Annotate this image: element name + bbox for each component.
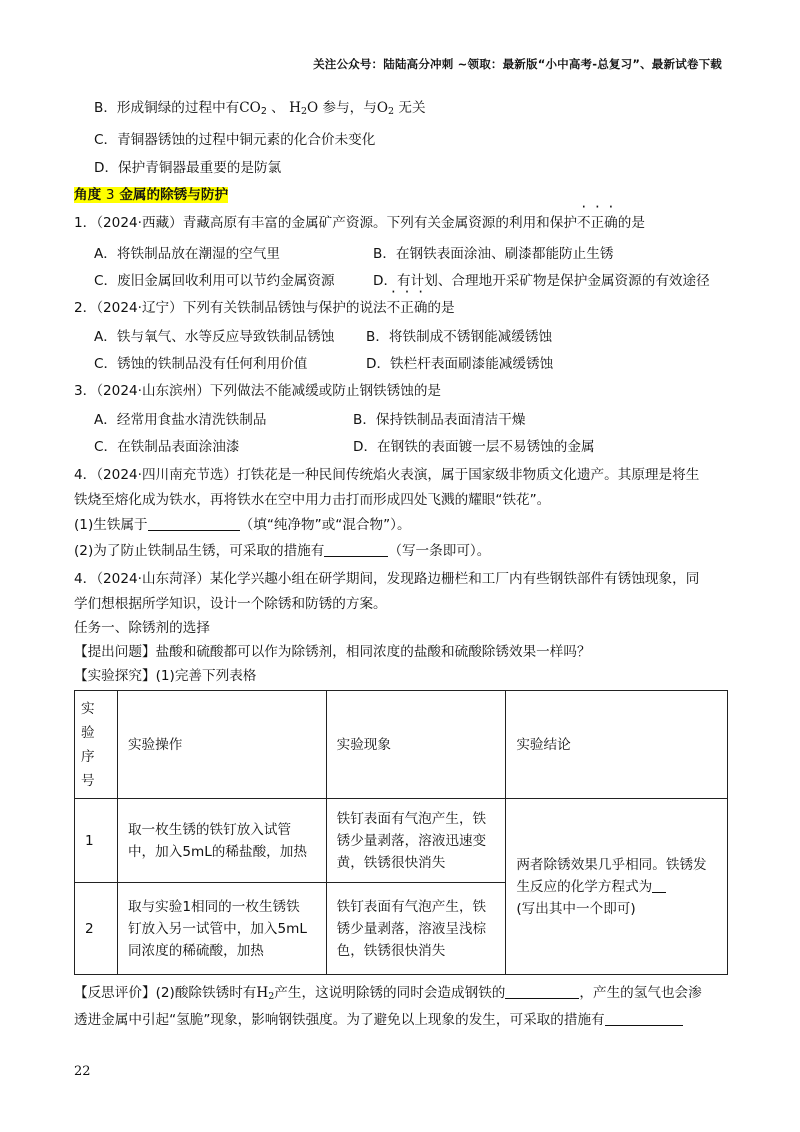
row-operation [117,883,326,975]
explore-tag: 【实验探究】 [74,668,156,684]
row-no: 1 [75,799,118,883]
header-operation: 实验操作 [117,691,326,799]
cell-line: 锈少量剥落，溶液迅速变 [336,832,487,849]
header-conclusion: 实验结论 [506,691,728,799]
q4b-explore [74,666,256,686]
section-num: 3 [105,187,115,203]
prev-option-d: D．保护青铜器最重要的是防氯 [94,160,282,176]
page-header: 关注公众号：陆陆高分冲刺 ~领取：最新版“小中高考-总复习”、最新试卷下载 [313,57,722,71]
answer-blank[interactable] [652,878,666,893]
q4b-reflection-line1 [74,983,702,1007]
cell-line: 中，加入5mL的稀盐酸，加热 [127,843,307,860]
reflection-text: 产生，这说明除锈的同时会造成钢铁的 [274,985,506,1001]
q1-option-d: D．有计划、合理地开采矿物是保护金属资源的有效途径 [373,273,710,289]
co2-sub: 2 [260,106,267,117]
cell-line: (写出其中一个即可) [516,900,636,917]
co2-formula [239,100,267,116]
q4a-part2-text: (2)为了防止铁制品生锈，可采取的措施有 [74,543,325,559]
cell-line: 两者除锈效果几乎相同。铁锈发 [516,856,707,873]
page-number: 22 [74,1064,91,1079]
q1-option-b: B．在钢铁表面涂油、刷漆都能防止生锈 [373,246,614,262]
q4a-part2 [74,541,490,561]
section-heading [74,185,228,205]
header-experiment-no [75,691,118,799]
question-text: 盐酸和硫酸都可以作为除锈剂，相同浓度的盐酸和硫酸除锈效果一样吗？ [155,644,591,660]
q3-option-c: C．在铁制品表面涂油漆 [94,439,240,455]
q2-stem-tail: 的是 [427,300,455,316]
section-heading-label [74,187,228,203]
cell-line: 锈少量剥落，溶液呈浅棕 [336,920,487,937]
prev-option-b-end: 无关 [394,100,426,116]
q4a-line2: 铁烧至熔化成为铁水，再将铁水在空中用力击打而形成四处飞溅的耀眼“铁花”。 [74,492,551,508]
cell-line: 钉放入另一试管中，加入5mL [127,920,307,937]
q2-option-b: B．将铁制成不锈钢能减缓锈蚀 [366,329,553,345]
q4b-reflection-line2 [74,1010,683,1030]
q3-option-b: B．保持铁制品表面清洁干燥 [353,412,526,428]
header-char: 序 [81,748,95,765]
answer-blank[interactable] [324,542,388,557]
o2-sub: 2 [388,106,395,117]
header-char: 实 [81,700,95,717]
reflection-tag: 【反思评价】 [74,985,156,1001]
cell-line: 同浓度的稀硫酸，加热 [127,942,264,959]
q1-stem-tail: 的是 [617,215,645,231]
table-header-row [75,691,728,799]
q1-option-c: C．废旧金属回收利用可以节约金属资源 [94,273,335,289]
question-tag: 【提出问题】 [74,644,156,660]
h2o-sub: 2 [300,106,308,117]
emph-char: 不 [576,215,591,231]
row-no: 2 [75,883,118,975]
h2o-h: H [289,100,301,116]
q3-option-d: D．在钢铁的表面镀一层不易锈蚀的金属 [353,439,595,455]
row-conclusion [506,799,728,975]
q4a-part1-hint: （填“纯净物”或“混合物”）。 [239,517,411,533]
answer-blank[interactable] [505,984,579,999]
q4b-task: 任务一、除锈剂的选择 [74,620,210,636]
cell-line: 取与实验1相同的一枚生锈铁 [127,898,300,915]
row-phenomenon [326,883,506,975]
answer-blank[interactable] [148,516,240,531]
q1-stem [74,213,645,233]
cell-line: 铁钉表面有气泡产生，铁 [336,810,487,827]
q4b-line2: 学们想根据所学知识，设计一个除锈和防锈的方案。 [74,596,387,612]
h2-h: H [256,985,269,1001]
q4a-part1 [74,515,411,535]
h2o-o: O [307,100,319,116]
prev-option-b-mid: 参与，与 [318,100,377,116]
answer-blank[interactable] [605,1011,683,1026]
prev-option-b-text: B．形成铜绿的过程中有 [94,100,240,116]
explore-text: (1)完善下列表格 [155,668,257,684]
sep: 、 [266,100,290,116]
q1-option-a: A．将铁制品放在潮湿的空气里 [94,246,281,262]
cell-line [516,876,717,898]
header-phenomenon: 实验现象 [326,691,506,799]
reflection-text: 透进金属中引起“氢脆”现象，影响钢铁强度。为了避免以上现象的发生，可采取的措施有 [74,1012,605,1028]
q2-option-c: C．锈蚀的铁制品没有任何利用价值 [94,356,308,372]
q2-option-d: D．铁栏杆表面刷漆能减缓锈蚀 [366,356,554,372]
section-title: 金属的除锈与防护 [119,187,229,203]
header-char: 验 [81,724,95,741]
cell-line: 色，铁锈很快消失 [336,942,446,959]
row-operation [117,799,326,883]
h2-formula [256,985,274,1001]
header-char: 号 [81,772,95,789]
cell-line: 取一枚生锈的铁钉放入试管 [127,821,292,838]
emph-char: 正 [400,300,414,316]
experiment-table [74,690,728,975]
conclusion-text: 生反应的化学方程式为 [516,878,653,895]
q2-stem [74,298,455,318]
prev-option-b [94,98,426,122]
q2-option-a: A．铁与氧气、水等反应导致铁制品锈蚀 [94,329,335,345]
emph-char: 不 [386,300,401,316]
q4a-part2-hint: （写一条即可）。 [388,543,491,559]
co2-c: CO [239,100,261,116]
emph-char: 正 [590,215,605,231]
row-phenomenon [326,799,506,883]
q2-stem-text: 2．（2024·辽宁）下列有关铁制品锈蚀与保护的说法 [74,300,387,316]
reflection-text: ，产生的氢气也会渗 [579,985,702,1001]
q3-option-a: A．经常用食盐水清洗铁制品 [94,412,267,428]
reflection-text: (2)酸除铁锈时有 [155,985,257,1001]
o2-formula [377,100,394,116]
q4b-line1: 4．（2024·山东菏泽）某化学兴趣小组在研学期间，发现路边栅栏和工厂内有些钢铁部件有锈蚀现象，同 [74,571,700,587]
q1-stem-text: 1．（2024·西藏）青藏高原有丰富的金属矿产资源。下列有关金属资源的利用和保护 [74,215,577,231]
table-row [75,799,728,883]
o2-o: O [376,100,389,116]
h2-sub: 2 [268,991,275,1002]
emph-char: 确 [604,215,618,231]
cell-line: 黄，铁锈很快消失 [336,854,446,871]
cell-line: 铁钉表面有气泡产生，铁 [336,898,487,915]
q4a-line1: 4．（2024·四川南充节选）打铁花是一种民间传统焰火表演，属于国家级非物质文化遗产。其原理是将生 [74,467,700,483]
prev-option-c: C．青铜器锈蚀的过程中铜元素的化合价未变化 [94,132,376,148]
h2o-formula [289,100,318,116]
q3-stem: 3．（2024·山东滨州）下列做法不能减缓或防止钢铁锈蚀的是 [74,383,442,399]
q4a-part1-text: (1)生铁属于 [74,517,148,533]
section-pre: 角度 [74,187,102,203]
q4b-question [74,642,591,662]
emph-char: 确 [413,300,428,316]
